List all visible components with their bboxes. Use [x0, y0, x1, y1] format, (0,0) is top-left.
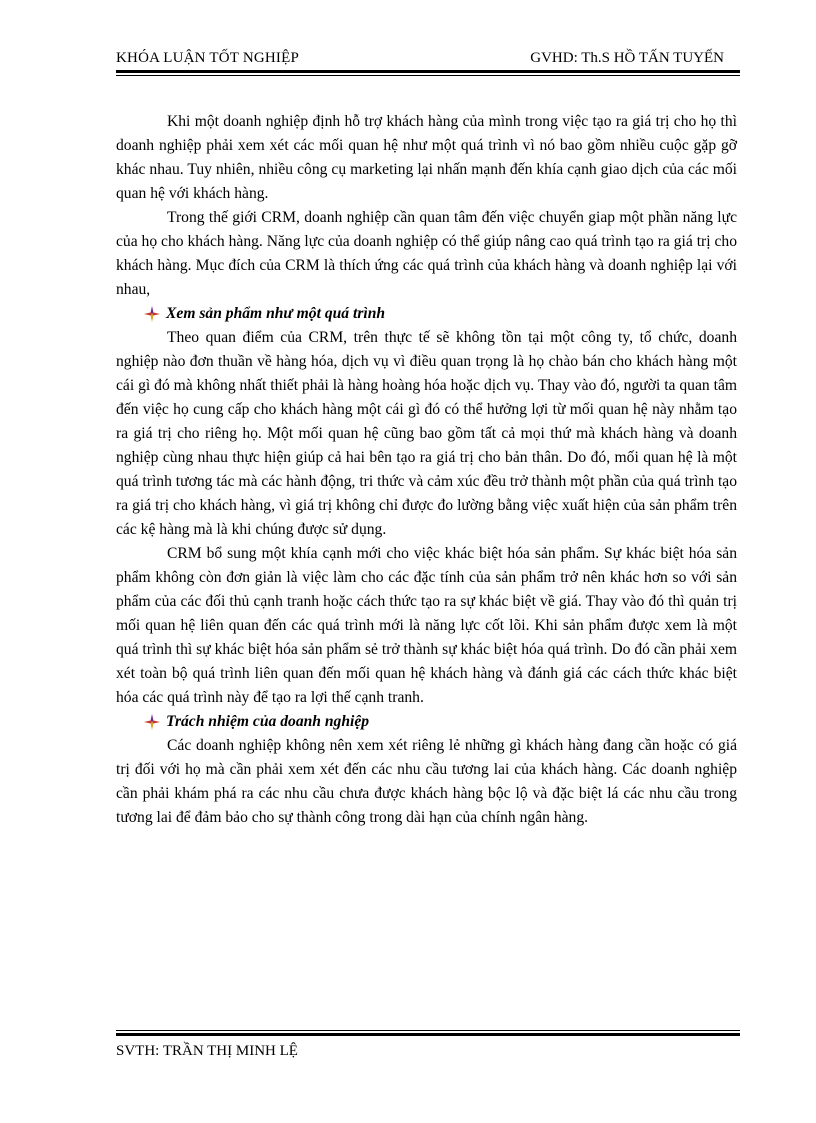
footer-rule-thin [116, 1030, 740, 1031]
header-rule-thick [116, 70, 740, 73]
four-point-star-icon [144, 714, 160, 730]
body-content [116, 110, 737, 830]
footer-rule [116, 1030, 740, 1036]
section-heading-2-text: Trách nhiệm của doanh nghiệp [166, 713, 370, 730]
header-advisor: GVHD: Th.S HỒ TẤN TUYẾN [530, 50, 724, 66]
paragraph-1: Khi một doanh nghiệp định hỗ trợ khách hàng của mình trong việc tạo ra giá trị cho họ thì doanh nghiệp phải xem xét các mối quan hệ như một quá trình vì nó bao gồm nhiều cuộc gặp gỡ khác nhau. Tuy nhiên, nhiều công cụ marketing lại nhấn mạnh đến khía cạnh giao dịch của các mối quan hệ với khách hàng. [116, 113, 737, 202]
header-title: KHÓA LUẬN TỐT NGHIỆP [116, 50, 300, 66]
page-header [116, 46, 740, 70]
section-heading-1 [144, 302, 737, 326]
footer-rule-thick [116, 1033, 740, 1036]
section-heading-1-text: Xem sản phẩm như một quá trình [166, 305, 386, 322]
paragraph-5: Các doanh nghiệp không nên xem xét riêng lẻ những gì khách hàng đang cần hoặc có giá trị đối với họ mà cần phải xem xét đến các nhu cầu tương lai của khách hàng. Các doanh nghiệp cần phải khám phá ra các nhu cầu chưa được khách hàng bộc lộ và đặc biệt lá các nhu cầu trong tương lai để đảm bảo cho sự thành công trong dài hạn của chính ngân hàng. [116, 737, 737, 826]
header-rule [116, 70, 740, 76]
paragraph-3: Theo quan điểm của CRM, trên thực tế sẽ không tồn tại một công ty, tổ chức, doanh nghiệp nào đơn thuần về hàng hóa, dịch vụ vì điều quan trọng là họ chào bán cho khách hàng một cái gì đó mà không nhất thiết phải là hàng hoàng hóa hoặc dịch vụ. Thay vào đó, người ta quan tâm đến việc họ cung cấp cho khách hàng một cái gì đó có thể hưởng lợi từ mối quan hệ này nhằm tạo ra giá trị cho riêng họ. Một mối quan hệ cũng bao gồm tất cả mọi thứ mà khách hàng và doanh nghiệp cùng nhau thực hiện giúp cả hai bên tạo ra giá trị cho bản thân. Do đó, mối quan hệ là một quá trình tương tác mà các hành động, tri thức và cảm xúc đều trở thành một phần của quá trình tạo ra giá trị cho khách hàng, vì giá trị không chỉ được đo lường bằng việc xuất hiện của sản phẩm trên các kệ hàng mà là khi chúng được sử dụng. [116, 329, 737, 538]
page-footer: SVTH: TRẦN THỊ MINH LỆ [116, 1043, 298, 1059]
section-heading-2 [144, 710, 737, 734]
paragraph-4: CRM bổ sung một khía cạnh mới cho việc khác biệt hóa sản phẩm. Sự khác biệt hóa sản phẩm không còn đơn giản là việc làm cho các đặc tính của sản phẩm trở nên khác hơn so với sản phẩm của các đối thủ cạnh tranh hoặc cách thức tạo ra sự khác biệt về giá. Thay vào đó thì quản trị mối quan hệ liên quan đến các quá trình mới là năng lực cốt lõi. Khi sản phẩm được xem là một quá trình thì sự khác biệt hóa sản phẩm sẻ trở thành sự khác biệt hóa quá trình. Do đó cần phải xem xét toàn bộ quá trình liên quan đến mối quan hệ khách hàng và đánh giá các cách thức khác biệt hóa các quá trình này để tạo ra lợi thế cạnh tranh. [116, 545, 737, 706]
four-point-star-icon [144, 306, 160, 322]
header-rule-thin [116, 75, 740, 76]
paragraph-2: Trong thế giới CRM, doanh nghiệp cần quan tâm đến việc chuyển giap một phần năng lực của họ cho khách hàng. Năng lực của doanh nghiệp có thể giúp nâng cao quá trình tạo ra giá trị cho khách hàng. Mục đích của CRM là thích ứng các quá trình của khách hàng và doanh nghiệp lại với nhau, [116, 209, 737, 298]
